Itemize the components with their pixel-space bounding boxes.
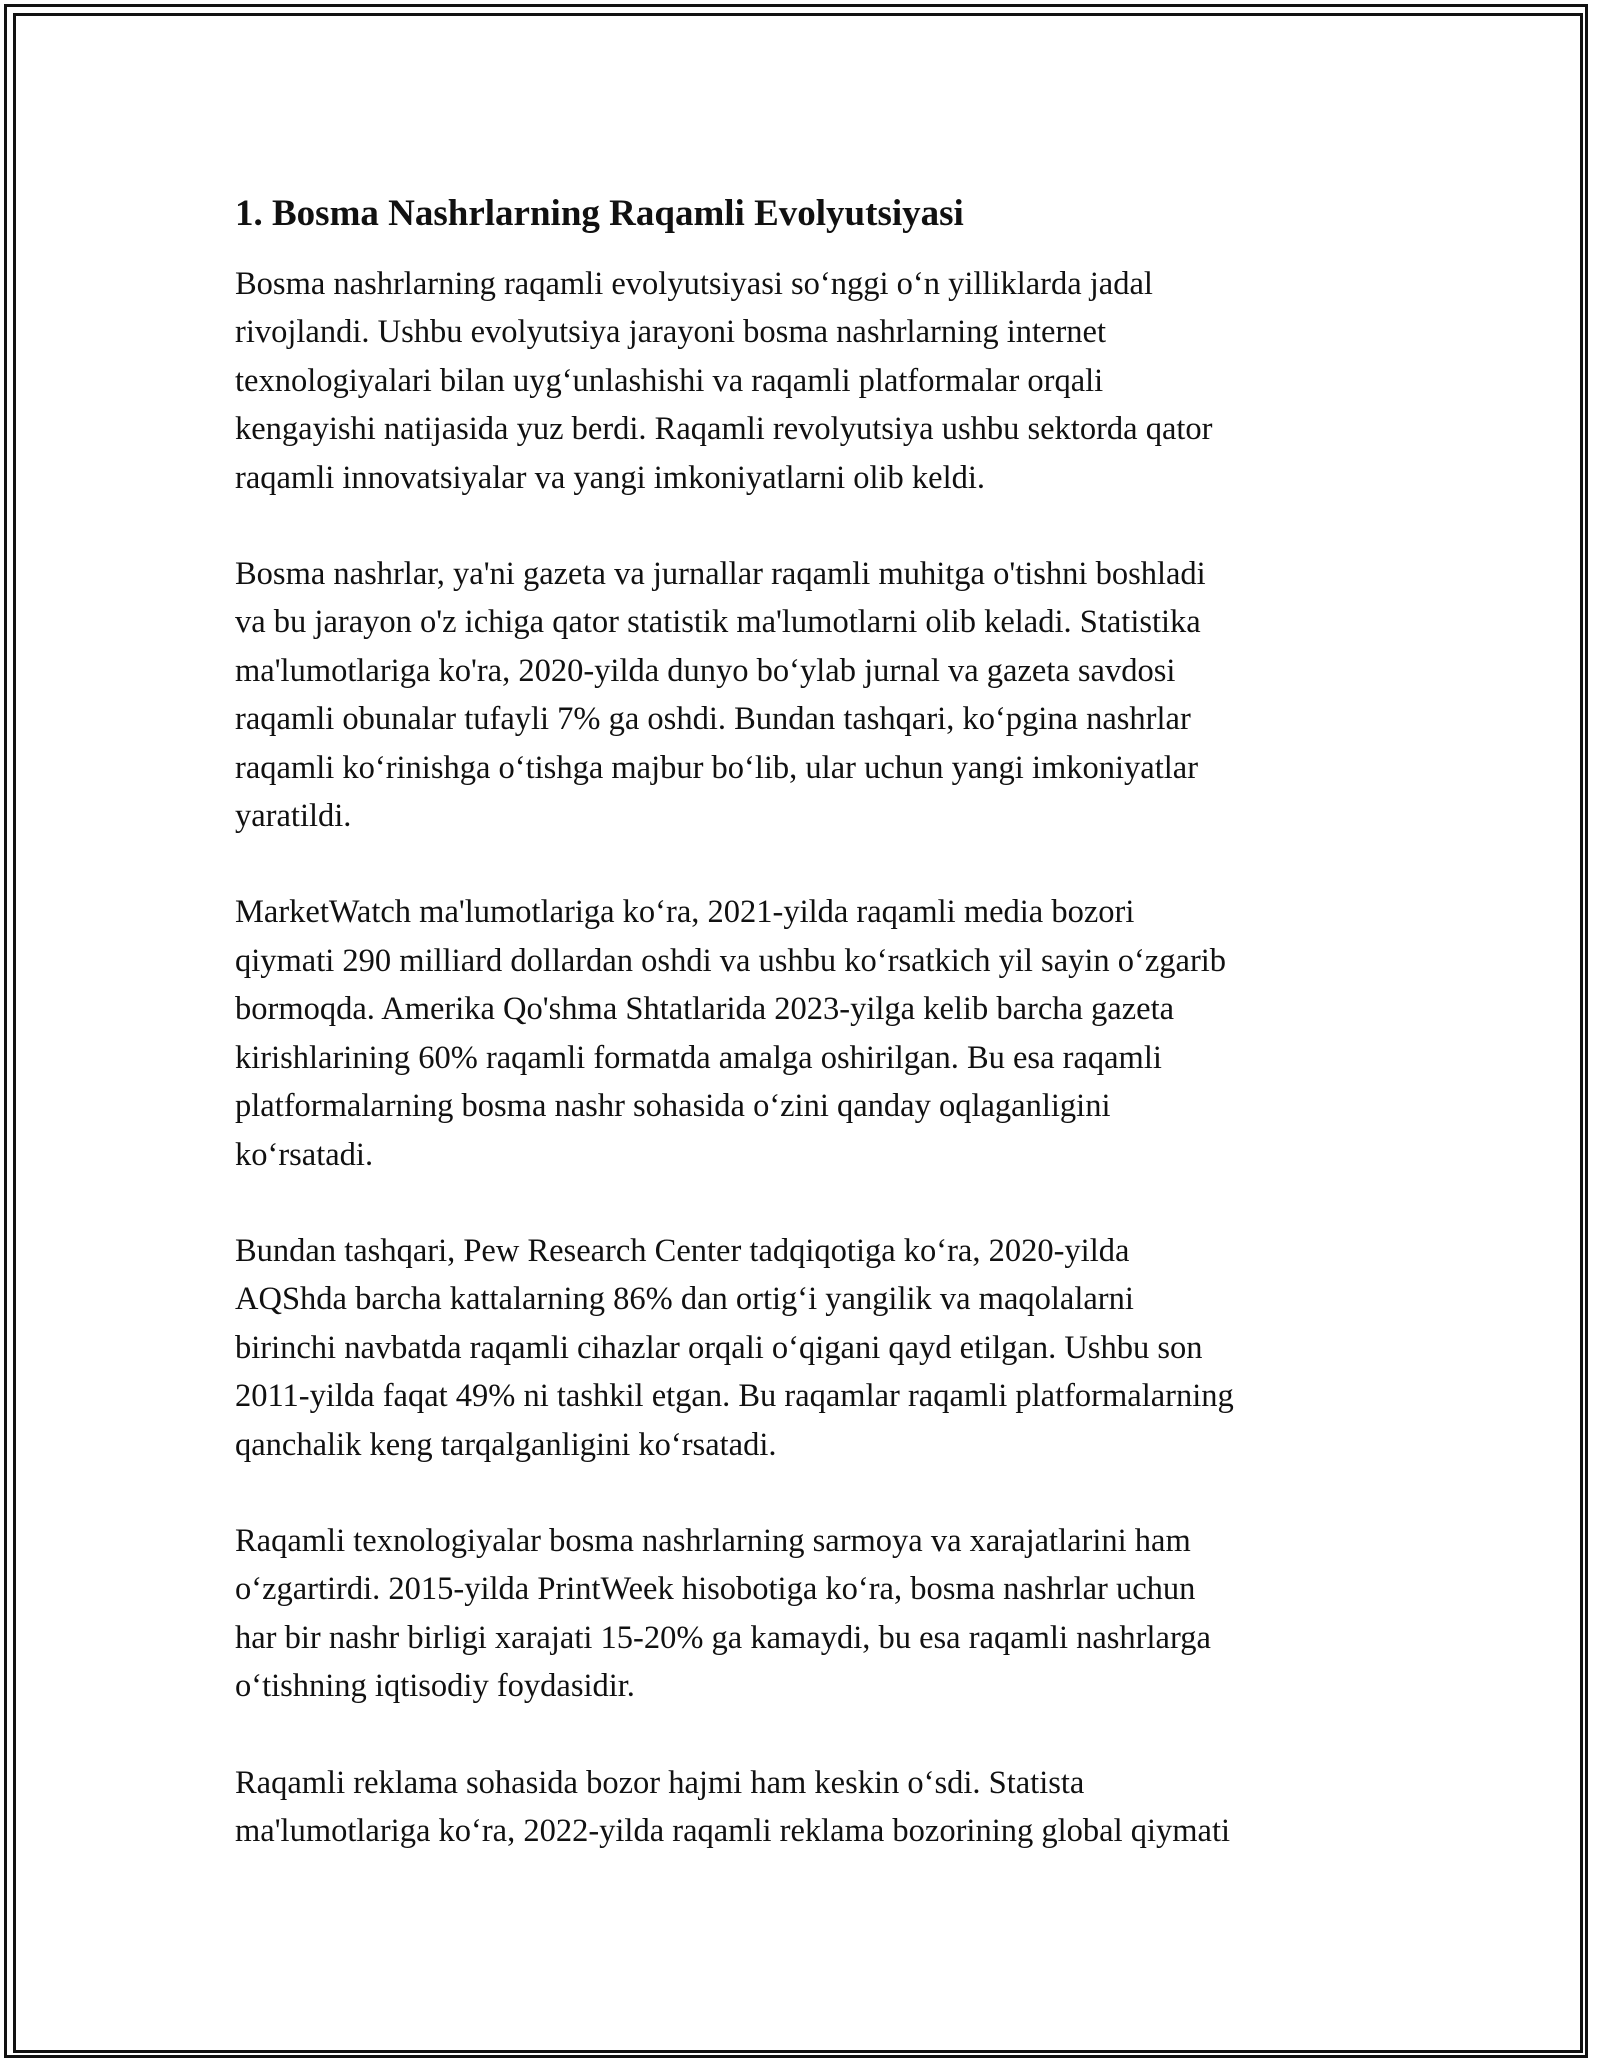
text-line: texnologiyalari bilan uyg‘unlashishi va raqamli platformalar orqali xyxy=(235,362,1104,399)
text-line: rivojlandi. Ushbu evolyutsiya jarayoni bosma nashrlarning internet xyxy=(235,314,1106,351)
text-line: ko‘rsatadi. xyxy=(235,1136,374,1173)
text-line: ma'lumotlariga ko'ra, 2020-yilda dunyo bo‘ylab jurnal va gazeta savdosi xyxy=(235,652,1176,689)
text-line: o‘tishning iqtisodiy foydasidir. xyxy=(235,1668,635,1705)
document-body xyxy=(235,188,1375,1903)
text-line: Bosma nashrlarning raqamli evolyutsiyasi so‘nggi o‘n yilliklarda jadal xyxy=(235,266,1153,302)
text-line: o‘zgartirdi. 2015-yilda PrintWeek hisobotiga ko‘ra, bosma nashrlar uchun xyxy=(235,1571,1196,1608)
text-line: kirishlarining 60% raqamli formatda amalga oshirilgan. Bu esa raqamli xyxy=(235,1039,1162,1076)
text-line: Raqamli reklama sohasida bozor hajmi ham keskin o‘sdi. Statista xyxy=(235,1764,1085,1801)
text-line: Bundan tashqari, Pew Research Center tadqiqotiga ko‘ra, 2020-yilda xyxy=(235,1232,1130,1269)
paragraph-4 xyxy=(235,1227,1375,1469)
text-line: Raqamli texnologiyalar bosma nashrlarning sarmoya va xarajatlarini ham xyxy=(235,1522,1191,1559)
text-line: platformalarning bosma nashr sohasida o‘zini qanday oqlaganligini xyxy=(235,1088,1111,1125)
text-line: har bir nashr birligi xarajati 15-20% ga kamaydi, bu esa raqamli nashrlarga xyxy=(235,1619,1211,1656)
text-line: bormoqda. Amerika Qo'shma Shtatlarida 2023-yilga kelib barcha gazeta xyxy=(235,991,1175,1028)
text-line: raqamli innovatsiyalar va yangi imkoniyatlarni olib keldi. xyxy=(235,459,986,496)
text-line: Bosma nashrlar, ya'ni gazeta va jurnallar raqamli muhitga o'tishni boshladi xyxy=(235,556,1206,593)
text-line: yaratildi. xyxy=(235,798,352,835)
text-line: birinchi navbatda raqamli cihazlar orqali o‘qigani qayd etilgan. Ushbu son xyxy=(235,1329,1203,1366)
text-line: kengayishi natijasida yuz berdi. Raqamli revolyutsiya ushbu sektorda qator xyxy=(235,411,1213,448)
text-line: 2011-yilda faqat 49% ni tashkil etgan. Bu raqamlar raqamli platformalarning xyxy=(235,1378,1234,1415)
text-line: MarketWatch ma'lumotlariga ko‘ra, 2021-yilda raqamli media bozori xyxy=(235,894,1135,931)
paragraph-2 xyxy=(235,550,1375,840)
text-line: ma'lumotlariga ko‘ra, 2022-yilda raqamli reklama bozorining global qiymati xyxy=(235,1812,1231,1849)
text-line: qiymati 290 milliard dollardan oshdi va ushbu ko‘rsatkich yil sayin o‘zgarib xyxy=(235,942,1227,979)
paragraph-6 xyxy=(235,1759,1375,1856)
text-line: va bu jarayon o'z ichiga qator statistik ma'lumotlarni olib keladi. Statistika xyxy=(235,604,1201,641)
paragraph-5 xyxy=(235,1517,1375,1711)
text-line: AQShda barcha kattalarning 86% dan ortig‘i yangilik va maqolalarni xyxy=(235,1281,1134,1318)
paragraph-3 xyxy=(235,888,1375,1178)
section-heading: 1. Bosma Nashrlarning Raqamli Evolyutsiyasi xyxy=(235,193,964,234)
paragraph-1 xyxy=(235,260,1375,502)
text-line: raqamli obunalar tufayli 7% ga oshdi. Bundan tashqari, ko‘pgina nashrlar xyxy=(235,701,1191,738)
text-line: qanchalik keng tarqalganligini ko‘rsatadi. xyxy=(235,1426,777,1463)
text-line: raqamli ko‘rinishga o‘tishga majbur bo‘lib, ular uchun yangi imkoniyatlar xyxy=(235,749,1199,786)
